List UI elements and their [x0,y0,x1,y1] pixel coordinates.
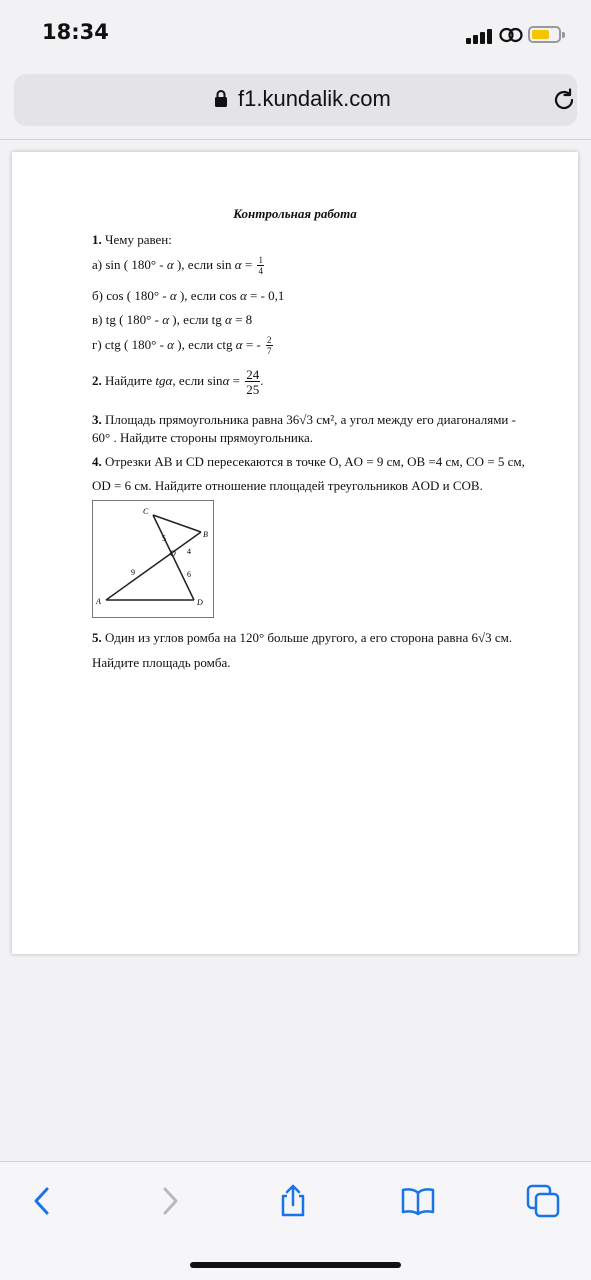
question-number: 3. [92,412,102,427]
question-3-line-2: 60° . Найдите стороны прямоугольника. [92,430,314,445]
document-title: Контрольная работа [233,206,357,221]
question-number: 1. [92,232,102,247]
alpha-symbol: α [169,288,177,303]
status-bar [0,0,591,64]
item-text: ), если cos [176,288,240,303]
item-text: г) ctg ( 180° - [92,336,168,352]
alpha-symbol: α [166,256,174,272]
item-text: = - 0,1 [246,288,285,303]
diagram-svg [93,501,213,617]
item-text: ), если ctg [173,336,236,352]
share-icon[interactable] [276,1184,310,1218]
alpha-symbol: α [234,256,242,272]
denominator: 4 [258,266,263,276]
question-text: Площадь прямоугольника равна 36√3 см², а угол между его диагоналями - [101,412,516,427]
alpha-symbol: α [167,336,174,352]
question-number: 2. [92,372,102,388]
denominator: 7 [267,346,272,356]
question-text: Найдите [101,372,156,388]
lock-icon [214,89,228,108]
item-text: в) tg ( 180° - [92,312,163,327]
url-text[interactable]: f1.kundalik.com [238,86,391,111]
segment-od-label: 6 [187,570,191,579]
address-bar[interactable] [14,74,577,126]
divider [0,139,591,140]
alpha-symbol: α [225,312,232,327]
item-text: ), если sin [173,256,235,272]
document-page [12,152,578,954]
question-2 [92,368,263,396]
alpha-symbol: α [239,288,247,303]
point-a-label: A [96,597,101,606]
question-5-line-1 [92,630,512,646]
question-text: Один из углов ромба на 120° больше другого, а его сторона равна 6√3 см. [101,630,513,645]
tabs-icon[interactable] [526,1184,560,1218]
segment-ab [106,532,201,600]
question-4-line-1 [92,454,525,470]
question-number: 4. [92,454,102,469]
item-text: = 8 [231,312,253,327]
point-d-label: D [197,598,203,607]
point-o-label: O [170,549,176,558]
home-indicator[interactable] [190,1262,401,1268]
status-time: 18:34 [42,20,109,44]
battery-level [532,30,549,39]
fraction [266,336,273,356]
fraction [245,368,260,396]
segment-co-label: 5 [162,534,166,543]
alpha-symbol: α [235,336,243,352]
item-text: б) cos ( 180° - [92,288,170,303]
segment-ob-label: 4 [187,547,191,556]
question-1 [92,232,172,248]
question-text: Чему равен: [101,232,172,247]
fraction [257,256,264,276]
segment-ao-label: 9 [131,568,135,577]
question-4-line-2: OD = 6 см. Найдите отношение площадей треугольников AOD и COB. [92,478,483,493]
question-text: = [229,372,240,388]
numerator: 1 [258,255,263,265]
question-number: 5. [92,630,102,645]
question-5-line-2: Найдите площадь ромба. [92,655,231,670]
link-icon [499,26,523,44]
numerator: 2 [267,335,272,345]
question-1a [92,256,264,276]
question-1d [92,336,273,356]
signal-icon [466,28,496,44]
back-icon[interactable] [25,1184,59,1218]
bookmarks-icon[interactable] [401,1184,435,1218]
tg-expression: tgα [155,372,173,388]
denominator: 25 [246,382,260,397]
point-c-label: C [143,507,149,516]
question-text: . [260,372,264,388]
point-b-label: B [203,530,208,539]
reload-icon[interactable] [551,87,577,113]
question-1c [92,312,252,328]
item-text: = [241,256,253,272]
alpha-symbol: α [162,312,170,327]
battery-icon [528,26,561,43]
geometry-diagram [92,500,214,618]
item-text: а) sin ( 180° - [92,256,167,272]
question-text: , если sin [172,372,223,388]
numerator: 24 [246,367,260,382]
item-text: ), если tg [169,312,226,327]
question-1b [92,288,284,304]
question-3-line-1 [92,412,516,428]
alpha-symbol: α [222,372,230,388]
question-text: Отрезки AB и CD пересекаются в точке O, AO = 9 см, OB =4 см, CO = 5 см, [101,454,525,469]
item-text: = - [242,336,261,352]
forward-icon[interactable] [153,1184,187,1218]
